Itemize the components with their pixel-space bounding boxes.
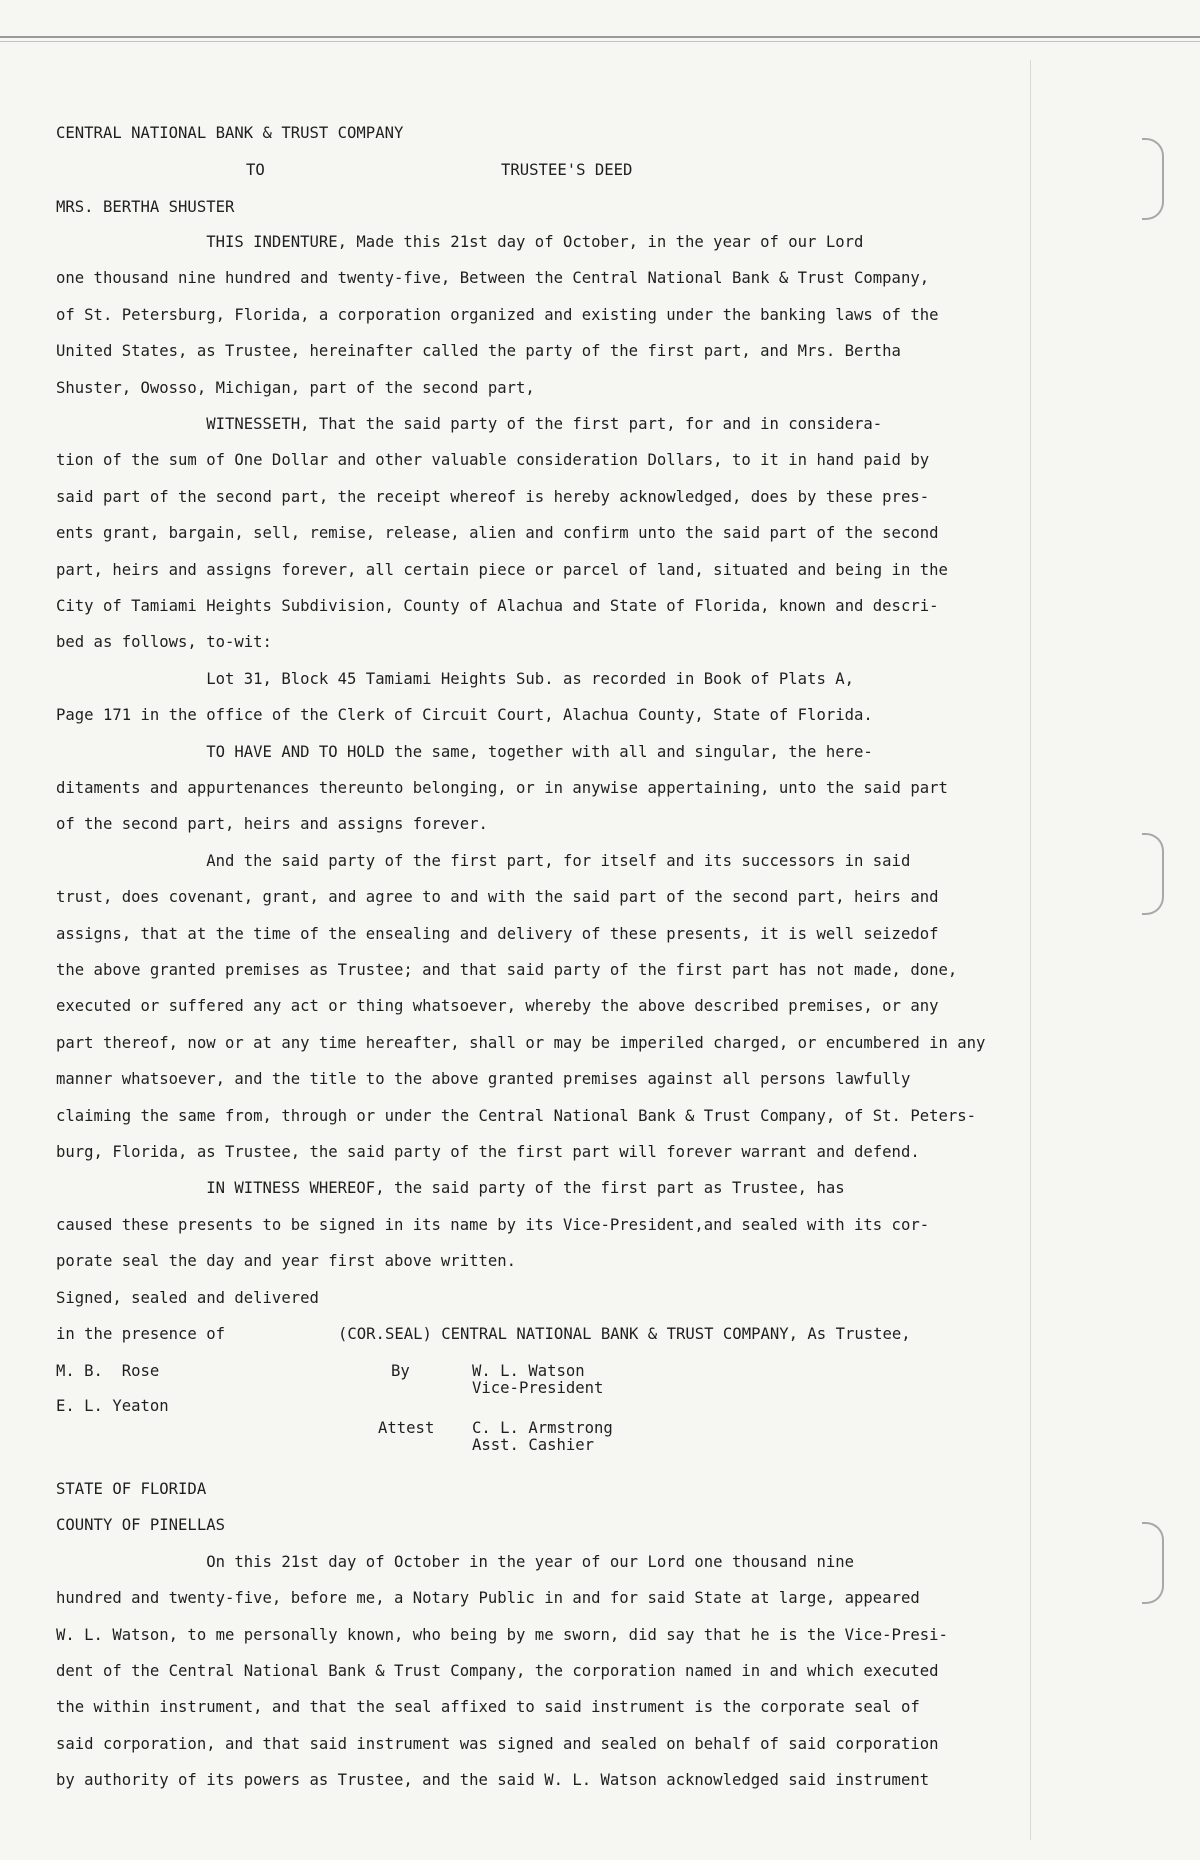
body-line: Signed, sealed and delivered bbox=[56, 1289, 319, 1307]
body-line: assigns, that at the time of the ensealing and delivery of these presents, it is well seizedof bbox=[56, 925, 939, 943]
seal-line: (COR.SEAL) CENTRAL NATIONAL BANK & TRUST COMPANY, As Trustee, bbox=[338, 1325, 911, 1343]
notary-state: STATE OF FLORIDA bbox=[56, 1480, 207, 1498]
body-line: THIS INDENTURE, Made this 21st day of October, in the year of our Lord bbox=[56, 233, 864, 251]
binder-ring-middle bbox=[1142, 833, 1164, 915]
body-line: ditaments and appurtenances thereunto belonging, or in anywise appertaining, unto the said part bbox=[56, 779, 948, 797]
body-line: claiming the same from, through or under the Central National Bank & Trust Company, of St. Peters- bbox=[56, 1107, 977, 1125]
notary-line: the within instrument, and that the seal affixed to said instrument is the corporate seal of bbox=[56, 1698, 920, 1716]
notary-line: by authority of its powers as Trustee, and the said W. L. Watson acknowledged said instrument bbox=[56, 1771, 930, 1789]
body-line: Page 171 in the office of the Clerk of Circuit Court, Alachua County, State of Florida. bbox=[56, 706, 873, 724]
body-line: burg, Florida, as Trustee, the said party of the first part will forever warrant and defend. bbox=[56, 1143, 920, 1161]
body-line: of the second part, heirs and assigns forever. bbox=[56, 815, 488, 833]
body-line: caused these presents to be signed in its name by its Vice-President,and sealed with its cor- bbox=[56, 1216, 930, 1234]
signer-title: Vice-President bbox=[472, 1379, 604, 1397]
notary-line: W. L. Watson, to me personally known, who being by me sworn, did say that he is the Vice-Presi- bbox=[56, 1626, 948, 1644]
body-line: manner whatsoever, and the title to the above granted premises against all persons lawfully bbox=[56, 1070, 911, 1088]
attest-name: C. L. Armstrong bbox=[472, 1419, 613, 1437]
to-label: TO bbox=[246, 161, 265, 179]
notary-county: COUNTY OF PINELLAS bbox=[56, 1516, 225, 1534]
witness-2: E. L. Yeaton bbox=[56, 1397, 169, 1415]
notary-line: dent of the Central National Bank & Trust Company, the corporation named in and which executed bbox=[56, 1662, 939, 1680]
body-line: the above granted premises as Trustee; and that said party of the first part has not made, done, bbox=[56, 961, 958, 979]
body-line: TO HAVE AND TO HOLD the same, together with all and singular, the here- bbox=[56, 743, 873, 761]
signer-name: W. L. Watson bbox=[472, 1362, 585, 1380]
binder-ring-bottom bbox=[1142, 1522, 1164, 1604]
body-line: porate seal the day and year first above written. bbox=[56, 1252, 517, 1270]
body-line: one thousand nine hundred and twenty-five, Between the Central National Bank & Trust Company, bbox=[56, 269, 930, 287]
grantee-heading: MRS. BERTHA SHUSTER bbox=[56, 198, 235, 216]
attest-title: Asst. Cashier bbox=[472, 1436, 595, 1454]
body-line: ents grant, bargain, sell, remise, release, alien and confirm unto the said part of the second bbox=[56, 524, 939, 542]
body-line: Lot 31, Block 45 Tamiami Heights Sub. as recorded in Book of Plats A, bbox=[56, 670, 854, 688]
body-line: part thereof, now or at any time hereafter, shall or may be imperiled charged, or encumbered in any bbox=[56, 1034, 986, 1052]
body-line: said part of the second part, the receipt whereof is hereby acknowledged, does by these pres- bbox=[56, 488, 930, 506]
body-line: bed as follows, to-wit: bbox=[56, 633, 272, 651]
grantor-heading: CENTRAL NATIONAL BANK & TRUST COMPANY bbox=[56, 124, 404, 142]
body-line: WITNESSETH, That the said party of the first part, for and in considera- bbox=[56, 415, 883, 433]
body-line: of St. Petersburg, Florida, a corporation organized and existing under the banking laws of the bbox=[56, 306, 939, 324]
witness-1: M. B. Rose bbox=[56, 1362, 160, 1380]
body-line: And the said party of the first part, for itself and its successors in said bbox=[56, 852, 911, 870]
body-line: part, heirs and assigns forever, all certain piece or parcel of land, situated and being in the bbox=[56, 561, 948, 579]
margin-line bbox=[1030, 60, 1031, 1840]
body-line: IN WITNESS WHEREOF, the said party of the first part as Trustee, has bbox=[56, 1179, 845, 1197]
notary-line: hundred and twenty-five, before me, a Notary Public in and for said State at large, appeared bbox=[56, 1589, 920, 1607]
body-line: Shuster, Owosso, Michigan, part of the second part, bbox=[56, 379, 535, 397]
notary-line: On this 21st day of October in the year of our Lord one thousand nine bbox=[56, 1553, 854, 1571]
top-rule bbox=[0, 36, 1200, 42]
presence-label: in the presence of bbox=[56, 1325, 225, 1343]
attest-label: Attest bbox=[378, 1419, 435, 1437]
notary-line: said corporation, and that said instrument was signed and sealed on behalf of said corporation bbox=[56, 1735, 939, 1753]
body-line: United States, as Trustee, hereinafter called the party of the first part, and Mrs. Bertha bbox=[56, 342, 901, 360]
body-line: trust, does covenant, grant, and agree to and with the said part of the second part, heirs and bbox=[56, 888, 939, 906]
body-line: executed or suffered any act or thing whatsoever, whereby the above described premises, or any bbox=[56, 997, 939, 1015]
deed-title: TRUSTEE'S DEED bbox=[501, 161, 633, 179]
by-label: By bbox=[391, 1362, 410, 1380]
binder-ring-top bbox=[1142, 138, 1164, 220]
body-line: tion of the sum of One Dollar and other valuable consideration Dollars, to it in hand paid by bbox=[56, 451, 930, 469]
body-line: City of Tamiami Heights Subdivision, County of Alachua and State of Florida, known and descri- bbox=[56, 597, 939, 615]
